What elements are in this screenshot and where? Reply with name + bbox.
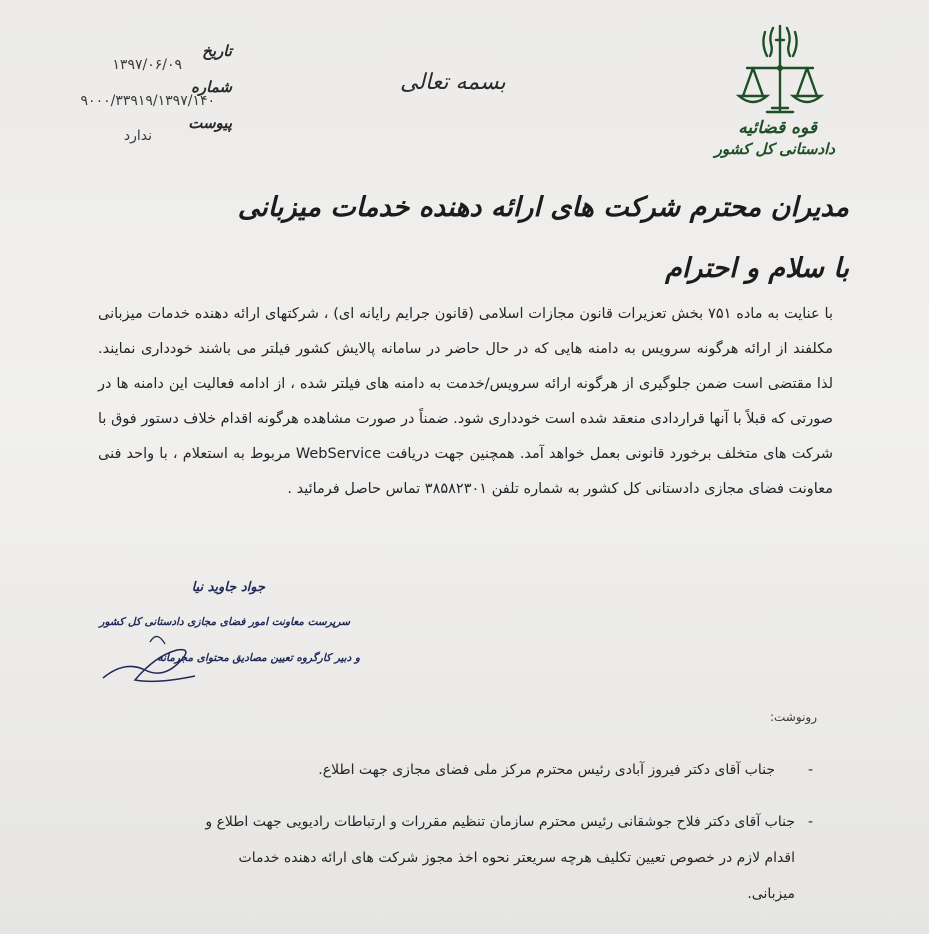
org-name: قوه قضائیه [738,118,817,138]
cc-label: رونوشت: [769,710,817,724]
addressee-heading: مدیران محترم شرکت های ارائه دهنده خدمات میزبانی [237,192,849,223]
attachment-value: ندارد [123,128,152,144]
signature-block [95,580,365,690]
signer-subtitle: و دبیر کارگروه تعیین مصادیق محتوای مجرمانه [157,652,360,664]
signer-title: سرپرست معاونت امور فضای مجازی دادستانی کل کشور [99,616,350,628]
signature-scribble [95,620,205,690]
cc-item [200,752,813,788]
cc-item-dash: - [807,762,813,778]
cc-item-text: جناب آقای دکتر فلاح جوشقانی رئیس محترم سازمان تنظیم مقررات و ارتباطات رادیویی جهت اطلاع و اقدام لازم در خصوص تعیین تکلیف هرچه سریعتر نحوه اخذ مجوز شرکت های ارائه دهنده خدمات میزبانی. [205,814,795,902]
letter-meta [60,40,240,150]
number-value: ۹۰۰۰/۳۳۹۱۹/۱۳۹۷/۱۴۰ [80,93,215,109]
org-subname: دادستانی کل کشور [714,140,835,158]
basmala: بسمه تعالی [400,70,506,95]
letter-body: با عنایت به ماده ۷۵۱ بخش تعزیرات قانون مجازات اسلامی (قانون جرایم رایانه ای) ، شرکتهای ارائه دهنده خدمات میزبانی مکلفند از ارائه هرگونه سرویس به دامنه هایی که در حال حاضر در سامانه پالایش کشور فیلتر می باشند خودداری نمایند. لذا مقتضی است ضمن جلوگیری از هرگونه ارائه سرویس/خدمت به دامنه های فیلتر شده ، از ادامه فعالیت این دامنه ها در صورتی که قبلاً با آنها قراردادی منعقد شده است خودداری شود. ضمناً در صورت مشاهده هرگونه اقدام خلاف دستور فوق با شرکت های متخلف برخورد قانونی بعمل خواهد آمد. همچنین جهت دریافت WebService مربوط به استعلام ، با واحد فنی معاونت فضای مجازی دادستانی کل کشور به شماره تلفن ۳۸۵۸۲۳۰۱ تماس حاصل فرمائید . [98,306,833,497]
judiciary-emblem-icon [725,22,835,122]
judiciary-logo [714,22,835,162]
cc-item-dash: - [807,814,813,830]
date-label: تاریخ [202,42,232,60]
greeting-heading: با سلام و احترام [665,253,849,284]
cc-item [198,804,813,912]
date-value: ۱۳۹۷/۰۶/۰۹ [112,57,182,73]
attachment-label: پیوست [188,114,232,132]
cc-item-text: جناب آقای دکتر فیروز آبادی رئیس محترم مرکز ملی فضای مجازی جهت اطلاع. [318,762,775,778]
number-label: شماره [191,78,232,96]
signer-name: جواد جاوید نیا [191,580,265,595]
